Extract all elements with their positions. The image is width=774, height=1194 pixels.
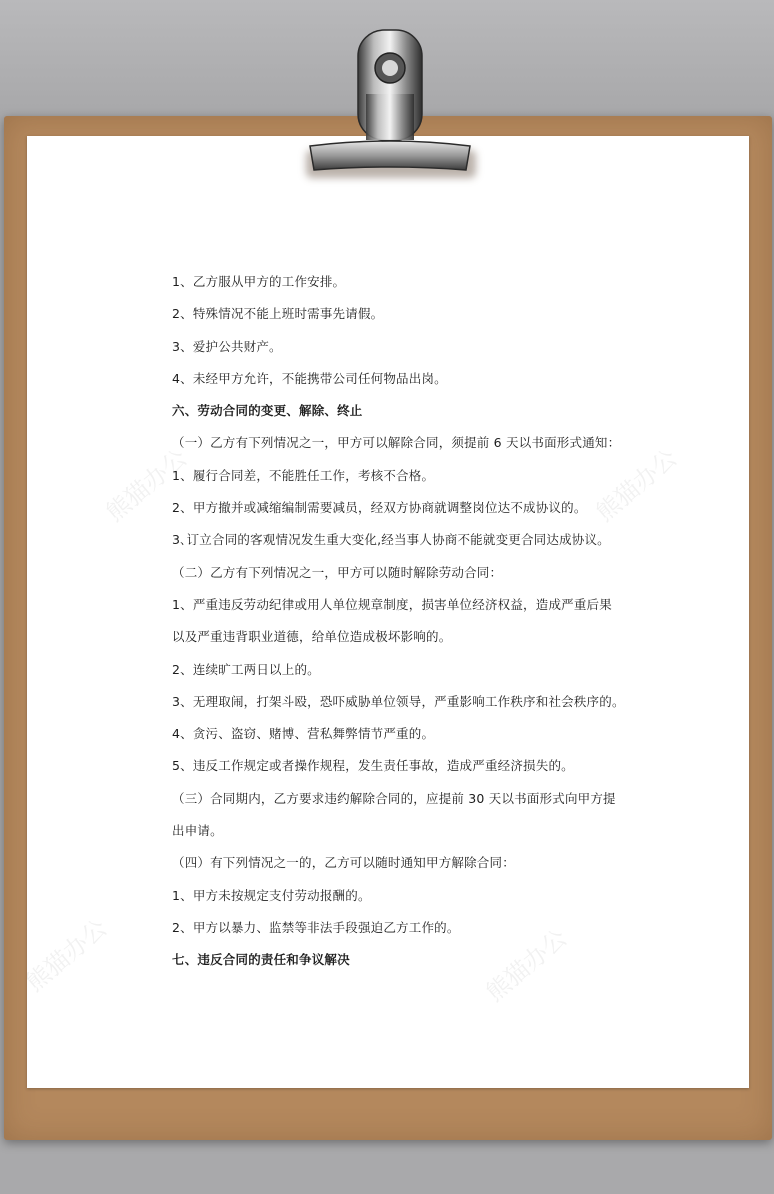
document-line: 2、特殊情况不能上班时需事先请假。 xyxy=(172,306,384,322)
section-heading: 六、劳动合同的变更、解除、终止 xyxy=(172,403,363,419)
document-line: 4、贪污、盗窃、赌博、营私舞弊情节严重的。 xyxy=(172,726,435,742)
watermark: 熊猫办公 xyxy=(590,443,683,527)
watermark: 熊猫办公 xyxy=(480,923,573,1007)
document-line: 2、连续旷工两日以上的。 xyxy=(172,661,320,677)
document-line: （二）乙方有下列情况之一，甲方可以随时解除劳动合同： xyxy=(172,564,503,580)
document-line: 3、爱护公共财产。 xyxy=(172,338,282,354)
document-line: 1、严重违反劳动纪律或用人单位规章制度，损害单位经济权益，造成严重后果 xyxy=(172,596,612,612)
document-line: 4、未经甲方允许，不能携带公司任何物品出岗。 xyxy=(172,370,447,386)
document-line: 1、履行合同差，不能胜任工作，考核不合格。 xyxy=(172,467,435,483)
binder-clip-icon xyxy=(300,24,480,184)
watermark: 熊猫办公 xyxy=(100,443,193,527)
section-heading: 七、违反合同的责任和争议解决 xyxy=(172,952,350,968)
document-line: （三）合同期内，乙方要求违约解除合同的，应提前 30 天以书面形式向甲方提 xyxy=(172,790,616,806)
document-body xyxy=(172,266,642,977)
document-line: （四）有下列情况之一的，乙方可以随时通知甲方解除合同： xyxy=(172,855,515,871)
document-line: 1、甲方未按规定支付劳动报酬的。 xyxy=(172,887,371,903)
document-line: 2、甲方以暴力、监禁等非法手段强迫乙方工作的。 xyxy=(172,919,460,935)
document-line: 出申请。 xyxy=(172,823,223,839)
watermark: 熊猫办公 xyxy=(20,913,113,997)
document-line: 5、违反工作规定或者操作规程，发生责任事故，造成严重经济损失的。 xyxy=(172,758,574,774)
document-line: 以及严重违背职业道德，给单位造成极坏影响的。 xyxy=(172,629,452,645)
document-line: （一）乙方有下列情况之一，甲方可以解除合同，须提前 6 天以书面形式通知： xyxy=(172,435,621,451)
document-line: 2、甲方撤并或减缩编制需要减员，经双方协商就调整岗位达不成协议的。 xyxy=(172,500,587,516)
document-line: 3、无理取闹，打架斗殴，恐吓威胁单位领导，严重影响工作秩序和社会秩序的。 xyxy=(172,693,625,709)
document-line: 3､订立合同的客观情况发生重大变化,经当事人协商不能就变更合同达成协议。 xyxy=(172,532,610,548)
document-line: 1、乙方服从甲方的工作安排。 xyxy=(172,274,346,289)
